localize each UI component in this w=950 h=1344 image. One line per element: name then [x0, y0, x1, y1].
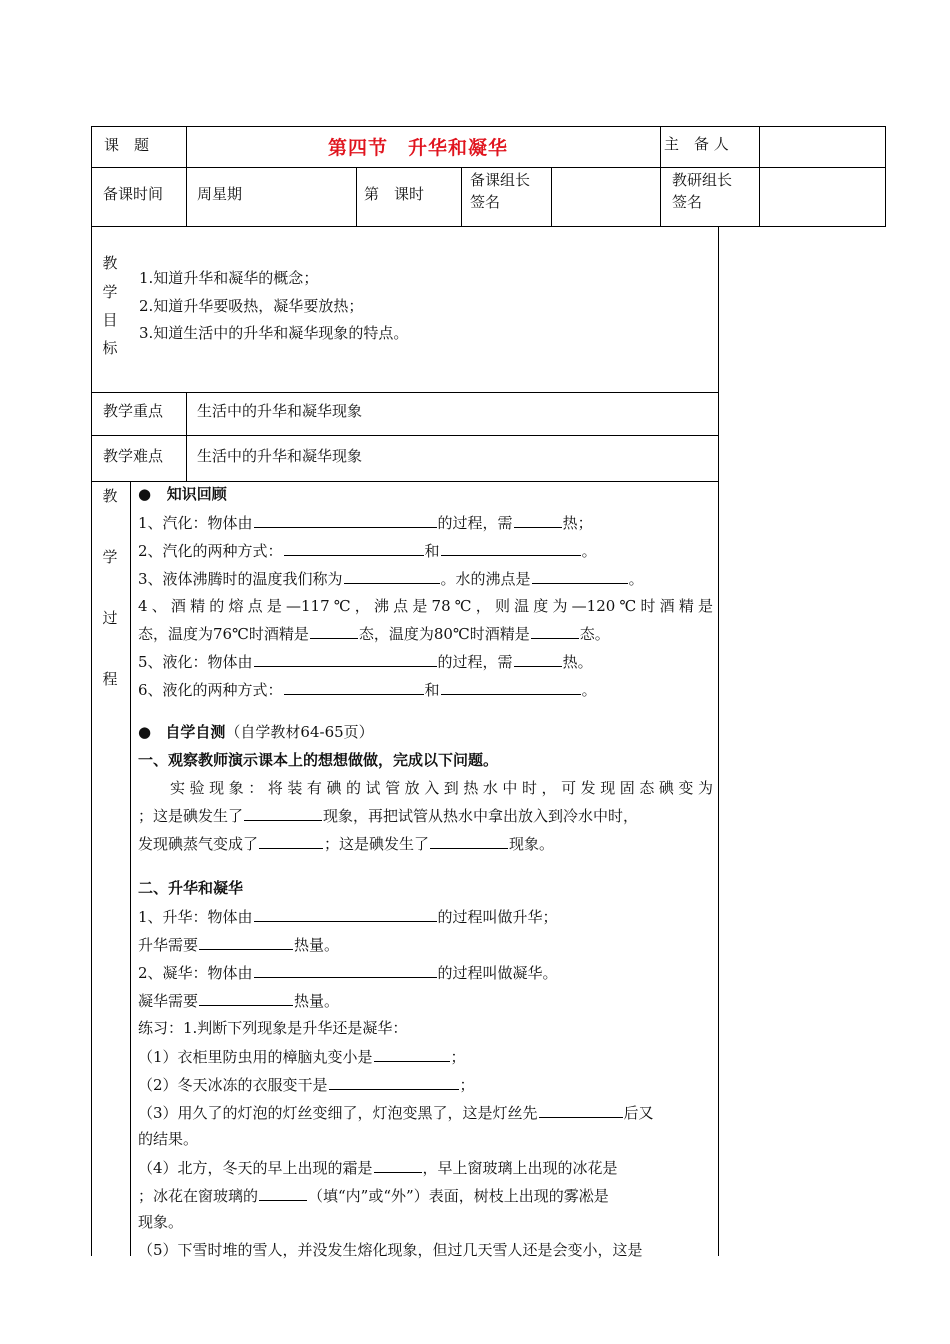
answer-blank[interactable] — [259, 833, 323, 849]
practice-item-4-line2: ；冰花在窗玻璃的 （填“内”或“外”）表面，树枝上出现的雾凇是 — [138, 1187, 609, 1205]
answer-blank[interactable] — [441, 679, 581, 695]
practice-item-3-end: 的结果。 — [138, 1130, 199, 1148]
practice-item-4: （4）北方，冬天的早上出现的霜是 ，早上窗玻璃上出现的冰花是 — [138, 1159, 618, 1177]
practice-item-3: （3）用久了的灯泡的灯丝变细了，灯泡变黑了，这是灯丝先 后又 — [138, 1104, 654, 1122]
page-title: 第四节 升华和凝华 — [328, 137, 509, 159]
answer-blank[interactable] — [532, 568, 628, 584]
review-q4-line1: 4、酒精的熔点是—117℃，沸点是78℃，则温度为—120℃时酒精是 — [138, 597, 713, 615]
period-label: 第 课时 — [364, 185, 425, 203]
answer-blank[interactable] — [539, 1102, 623, 1118]
practice-item-5: （5）下雪时堆的雪人，并没发生熔化现象，但过几天雪人还是会变小，这是 — [138, 1241, 643, 1259]
answer-blank[interactable] — [199, 934, 293, 950]
part2-title: 二、升华和凝华 — [138, 879, 244, 897]
answer-blank[interactable] — [430, 833, 508, 849]
answer-blank[interactable] — [254, 512, 437, 528]
review-q2: 2、汽化的两种方式： 和 。 — [138, 542, 597, 560]
practice-item-4-line3: 现象。 — [138, 1213, 184, 1231]
answer-blank[interactable] — [244, 805, 322, 821]
sublimation-def: 1、升华：物体由 的过程叫做升华； — [138, 908, 558, 926]
answer-blank[interactable] — [374, 1046, 450, 1062]
answer-blank[interactable] — [259, 1185, 307, 1201]
week-label: 周星期 — [197, 185, 243, 203]
answer-blank[interactable] — [254, 962, 437, 978]
review-q4-line2: 态，温度为76℃时酒精是 态，温度为80℃时酒精是 态。 — [138, 625, 610, 643]
answer-blank[interactable] — [441, 540, 581, 556]
answer-blank[interactable] — [374, 1157, 422, 1173]
practice-item-1: （1）衣柜里防虫用的樟脑丸变小是 ； — [138, 1048, 466, 1066]
answer-blank[interactable] — [329, 1074, 459, 1090]
answer-blank[interactable] — [284, 540, 424, 556]
answer-blank[interactable] — [344, 568, 440, 584]
preparer-label: 主 备 人 — [664, 135, 729, 153]
difficulty-label: 教学难点 — [103, 447, 164, 465]
difficulty-text: 生活中的升华和凝华现象 — [197, 447, 363, 465]
key-point-label: 教学重点 — [103, 402, 164, 420]
research-leader-label: 教研组长 签名 — [672, 171, 733, 211]
experiment-line1: 实验现象：将装有碘的试管放入到热水中时，可发现固态碘变为 — [170, 779, 713, 797]
objective-item: 3.知道生活中的升华和凝华现象的特点。 — [139, 324, 409, 342]
review-q6: 6、液化的两种方式： 和 。 — [138, 681, 597, 699]
answer-blank[interactable] — [514, 512, 562, 528]
answer-blank[interactable] — [199, 990, 293, 1006]
answer-blank[interactable] — [310, 623, 358, 639]
review-q3: 3、液体沸腾时的温度我们称为 。水的沸点是 。 — [138, 570, 644, 588]
prep-time-label: 备课时间 — [103, 185, 164, 203]
objective-item: 2.知道升华要吸热，凝华要放热； — [139, 297, 364, 315]
objective-item: 1.知道升华和凝华的概念； — [139, 269, 319, 287]
review-q1: 1、汽化：物体由 的过程，需 热； — [138, 514, 593, 532]
deposition-heat: 凝华需要 热量。 — [138, 992, 340, 1010]
experiment-line2: ；这是碘发生了 现象，再把试管从热水中拿出放入到冷水中时， — [138, 807, 639, 825]
topic-label: 课 题 — [104, 136, 150, 154]
answer-blank[interactable] — [254, 906, 437, 922]
answer-blank[interactable] — [531, 623, 579, 639]
part1-title: 一、观察教师演示课本上的想想做做，完成以下问题。 — [138, 751, 499, 769]
key-point-text: 生活中的升华和凝华现象 — [197, 402, 363, 420]
review-heading: ● 知识回顾 — [138, 485, 227, 503]
review-q5: 5、液化：物体由 的过程，需 热。 — [138, 653, 593, 671]
deposition-def: 2、凝华：物体由 的过程叫做凝华。 — [138, 964, 558, 982]
practice-intro: 练习：1.判断下列现象是升华还是凝华： — [138, 1019, 408, 1037]
group-leader-label: 备课组长 签名 — [470, 171, 531, 211]
answer-blank[interactable] — [254, 651, 437, 667]
practice-item-2: （2）冬天冰冻的衣服变干是 ； — [138, 1076, 475, 1094]
experiment-line3: 发现碘蒸气变成了 ；这是碘发生了 现象。 — [138, 835, 555, 853]
answer-blank[interactable] — [284, 679, 424, 695]
self-study-heading: ● 自学自测（自学教材64-65页） — [138, 723, 374, 741]
answer-blank[interactable] — [514, 651, 562, 667]
sublimation-heat: 升华需要 热量。 — [138, 936, 340, 954]
